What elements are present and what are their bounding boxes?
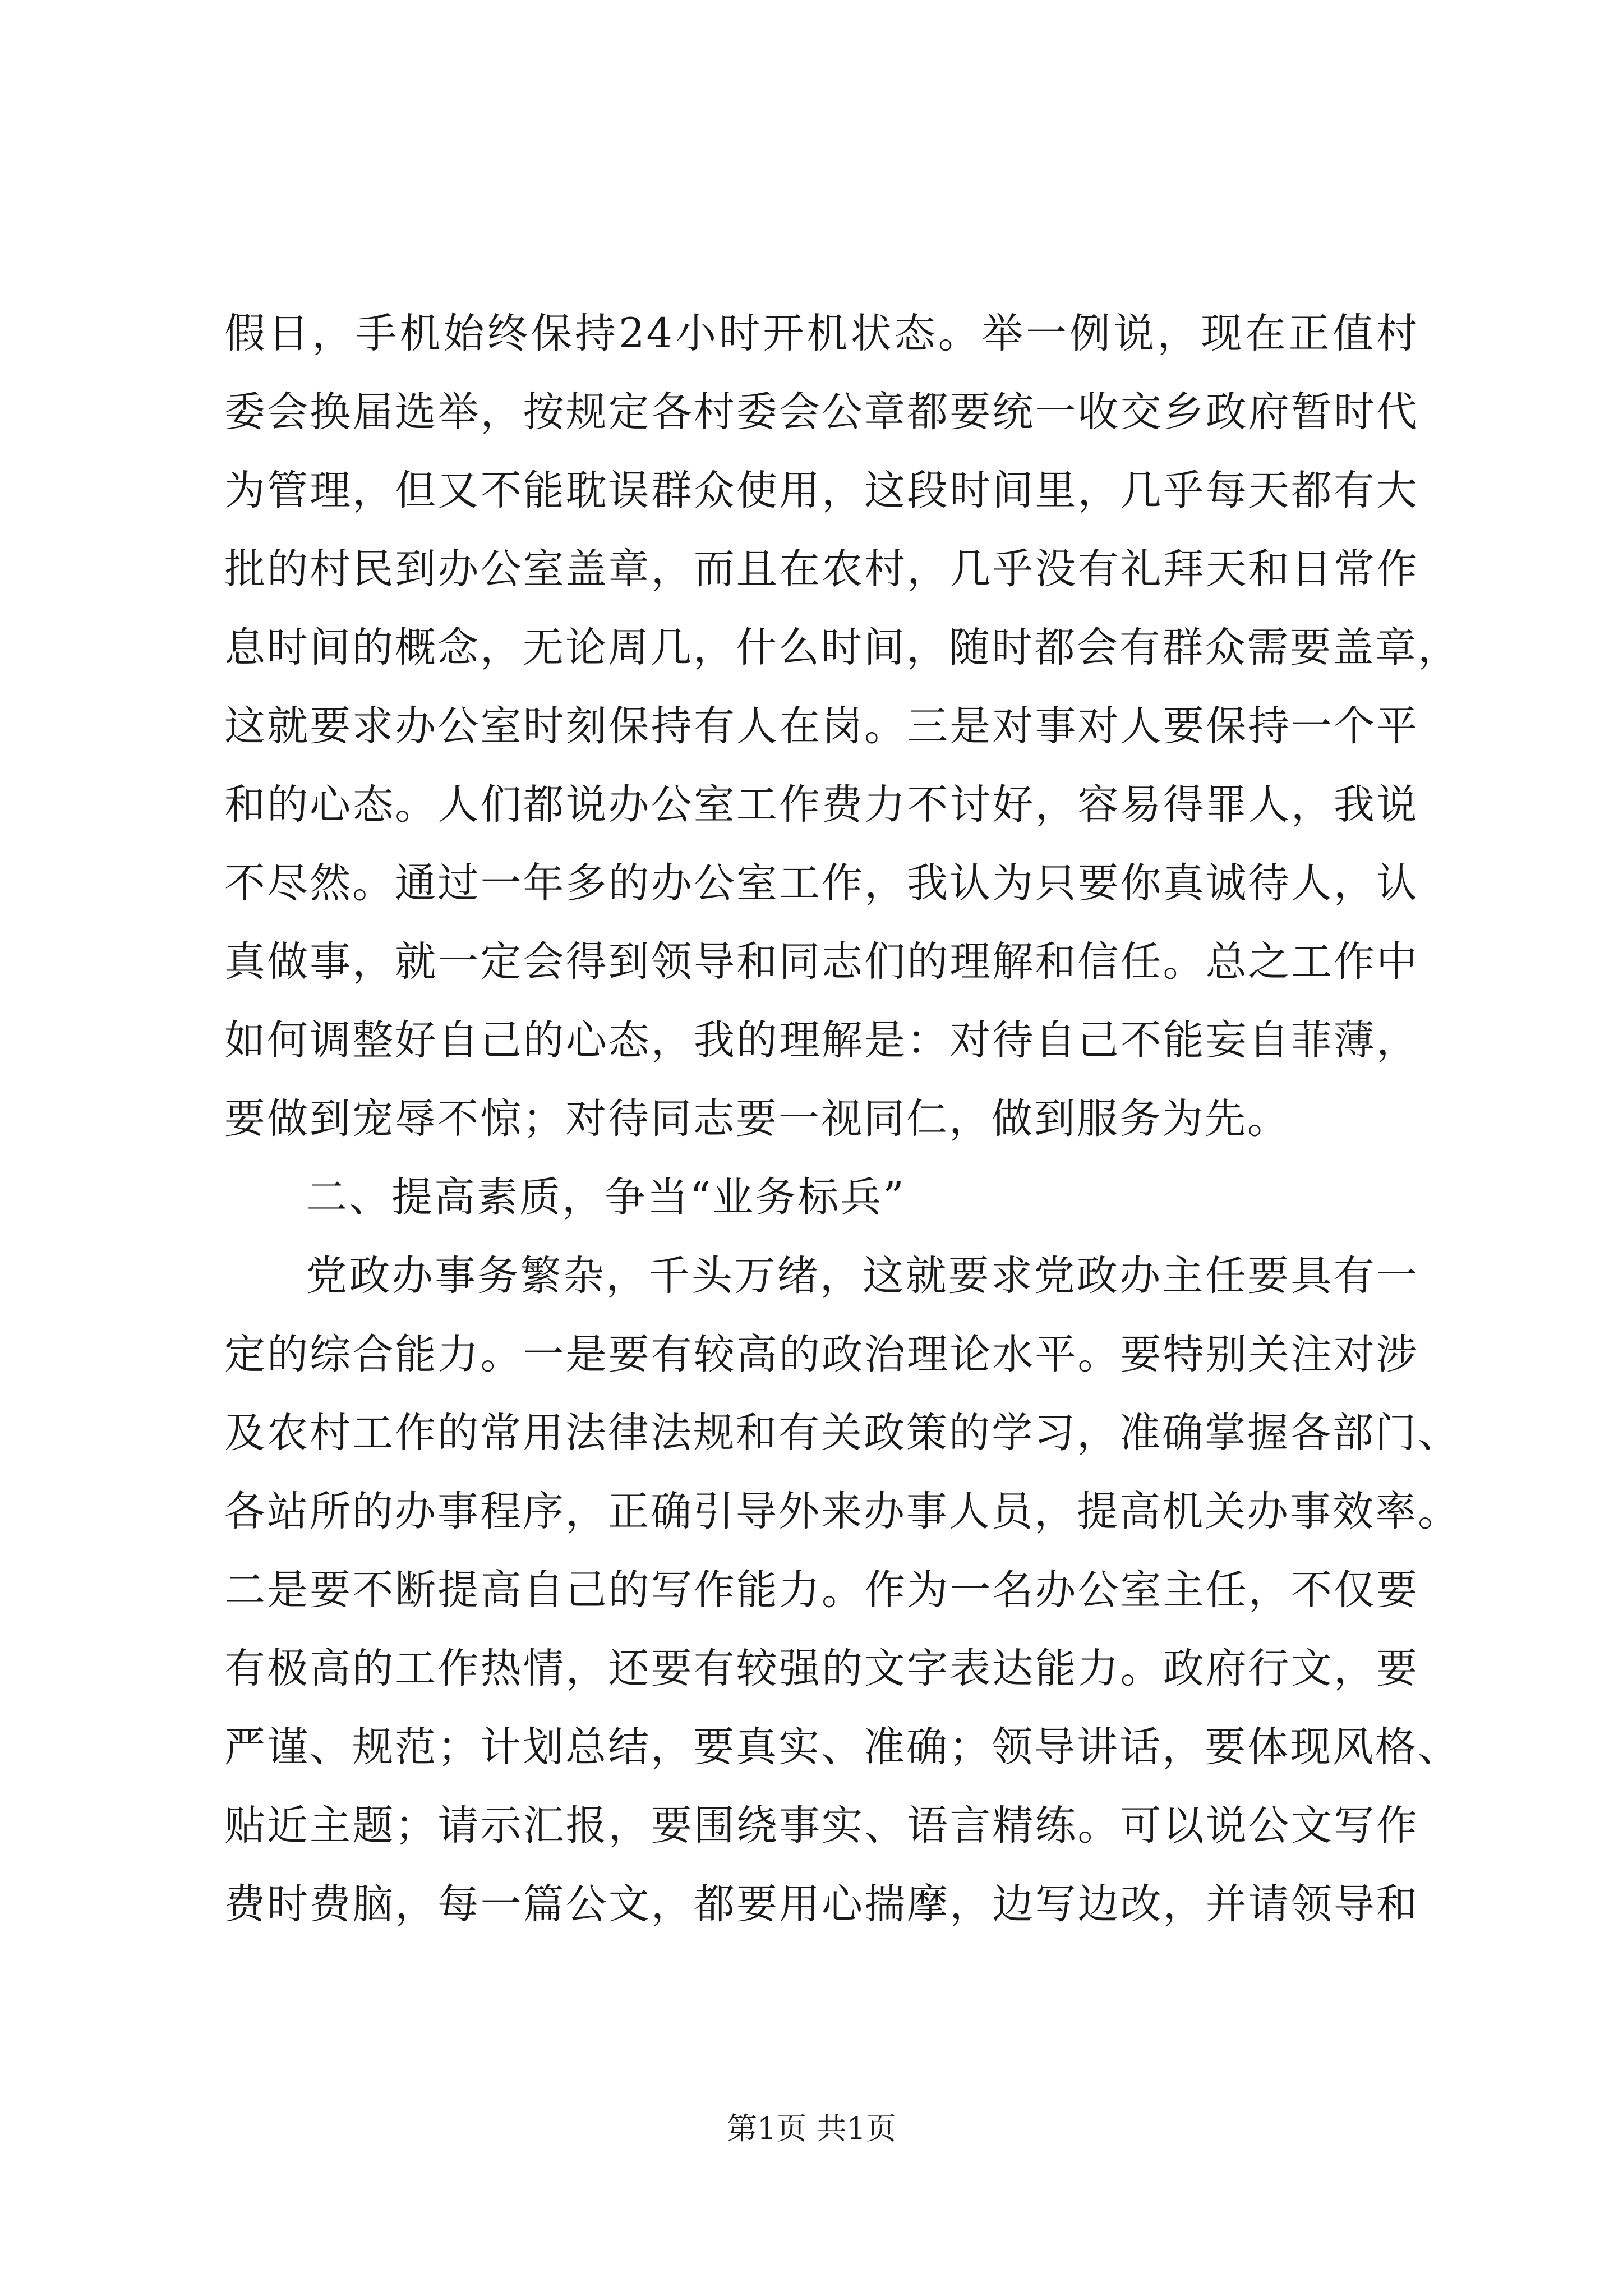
- text-line: 和的心态。人们都说办公室工作费力不讨好，容易得罪人，我说: [224, 781, 1419, 829]
- text-line: 费时费脑，每一篇公文，都要用心揣摩，边写边改，并请领导和: [224, 1880, 1419, 1928]
- text-line: 定的综合能力。一是要有较高的政治理论水平。要特别关注对涉: [224, 1331, 1419, 1378]
- text-line: 如何调整好自己的心态，我的理解是：对待自己不能妄自菲薄，: [224, 1016, 1419, 1064]
- text-line: 要做到宠辱不惊；对待同志要一视同仁，做到服务为先。: [224, 1095, 1290, 1143]
- text-line: 息时间的概念，无论周几，什么时间，随时都会有群众需要盖章，: [224, 624, 1460, 671]
- text-line: 假日，手机始终保持24小时开机状态。举一例说，现在正值村: [224, 310, 1419, 357]
- section-heading: 二、提高素质，争当“业务标兵”: [306, 1174, 906, 1221]
- text-line: 及农村工作的常用法律法规和有关政策的学习，准确掌握各部门、: [224, 1409, 1460, 1457]
- text-line: 严谨、规范；计划总结，要真实、准确；领导讲话，要体现风格、: [224, 1723, 1460, 1771]
- text-line: 不尽然。通过一年多的办公室工作，我认为只要你真诚待人，认: [224, 859, 1419, 907]
- text-line: 贴近主题；请示汇报，要围绕事实、语言精练。可以说公文写作: [224, 1802, 1419, 1849]
- text-line: 为管理，但又不能耽误群众使用，这段时间里，几乎每天都有大: [224, 467, 1419, 514]
- text-line: 这就要求办公室时刻保持有人在岗。三是对事对人要保持一个平: [224, 702, 1419, 750]
- text-line: 批的村民到办公室盖章，而且在农村，几乎没有礼拜天和日常作: [224, 545, 1419, 593]
- text-line: 委会换届选举，按规定各村委会公章都要统一收交乡政府暂时代: [224, 388, 1419, 436]
- text-line: 真做事，就一定会得到领导和同志们的理解和信任。总之工作中: [224, 938, 1419, 986]
- text-line: 有极高的工作热情，还要有较强的文字表达能力。政府行文，要: [224, 1645, 1419, 1692]
- text-line: 二是要不断提高自己的写作能力。作为一名办公室主任，不仅要: [224, 1566, 1419, 1614]
- text-line: 党政办事务繁杂，千头万绪，这就要求党政办主任要具有一: [306, 1252, 1419, 1300]
- page-number-footer: 第1页 共1页: [727, 2111, 896, 2146]
- text-line: 各站所的办事程序，正确引导外来办事人员，提高机关办事效率。: [224, 1488, 1460, 1535]
